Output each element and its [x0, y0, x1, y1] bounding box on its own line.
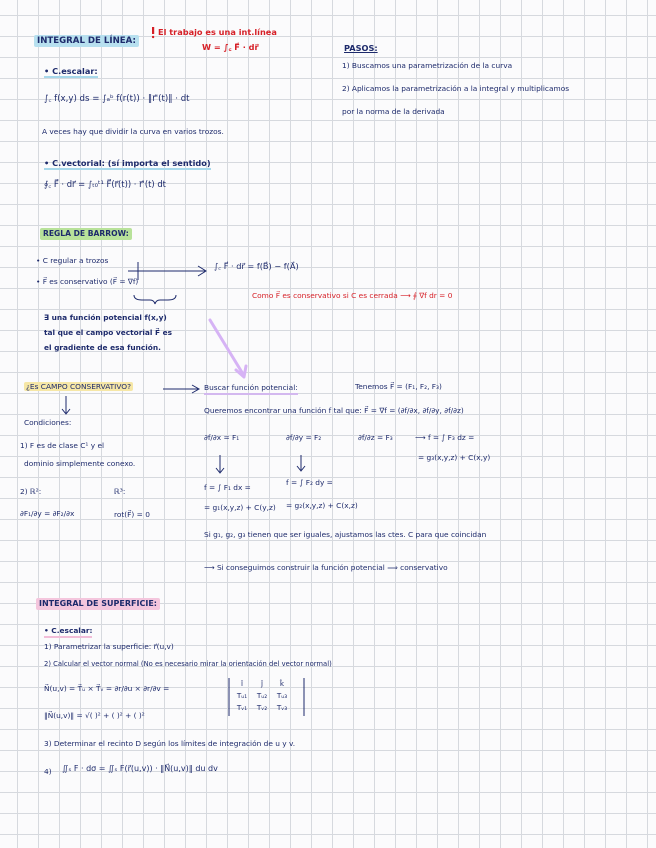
surface-step-1: 1) Parametrizar la superficie: r⃗(u,v) — [44, 642, 174, 651]
matrix-i: î — [241, 679, 243, 688]
conservative-question — [24, 382, 133, 392]
partial-2: ∂f/∂y = F₂ — [286, 433, 322, 442]
matrix-tv2: Tᵥ₂ — [256, 703, 268, 712]
partial-1: ∂f/∂x = F₁ — [204, 433, 240, 442]
partial-3: ∂f/∂z = F₃ — [358, 433, 393, 442]
barrow-result: ∫꜀ F⃗ · dr⃗ = f(B⃗) − f(A⃗) — [214, 261, 299, 271]
search-potential: Buscar función potencial: — [204, 383, 298, 395]
want-function: Queremos encontrar una función f tal que: F⃗ = ∇f = (∂f/∂x, ∂f/∂y, ∂f/∂z) — [204, 406, 464, 415]
have-field: Tenemos F⃗ = (F₁, F₂, F₃) — [355, 382, 442, 391]
conditions-title: Condiciones: — [24, 418, 72, 427]
step-2: 2) Aplicamos la parametrización a la integral y multiplicamos — [342, 84, 570, 93]
step-1: 1) Buscamos una parametrización de la curva — [342, 61, 513, 70]
matrix-tu3: Tᵤ₃ — [276, 691, 288, 700]
conservative-question-text: ¿Es CAMPO CONSERVATIVO? — [26, 382, 132, 391]
vector-heading: • C.vectorial: (sí importa el sentido) — [44, 158, 211, 168]
integral-3: ⟶ f = ∫ F₃ dz = — [415, 433, 475, 442]
scalar-formula: ∫꜀ f(x,y) ds = ∫ₐᵇ f(r(t)) · ‖r⃗'(t)‖ · dt — [44, 94, 190, 104]
matrix-tv3: Tᵥ₃ — [276, 703, 288, 712]
r3-label: ℝ³: — [114, 487, 126, 496]
r2-equation: ∂F₁/∂y = ∂F₂/∂x — [20, 509, 75, 518]
normal-vector-eq: N⃗(u,v) = T⃗ᵤ × T⃗ᵥ = ∂r/∂u × ∂r/∂v = — [44, 684, 170, 693]
closed-curve-note: Como F⃗ es conservativo si C es cerrada ⟶ ∮ ∇f dr = 0 — [252, 291, 453, 300]
step-2-continued: por la norma de la derivada — [342, 107, 445, 116]
potential-line-3: el gradiente de esa función. — [44, 343, 161, 352]
line-integral-title: INTEGRAL DE LÍNEA: — [34, 35, 139, 47]
scalar-heading: • C.escalar: — [44, 66, 98, 76]
normal-norm-eq: ‖N⃗(u,v)‖ = √( )² + ( )² + ( )² — [44, 711, 145, 720]
vector-formula: ∮꜀ F⃗ · dr⃗ = ∫ₜ₀ᵗ¹ F⃗(r⃗(t)) · r⃗'(t) dt — [44, 179, 166, 189]
surface-step-2: 2) Calcular el vector normal (No es necesario mirar la orientación del vector normal) — [44, 660, 332, 668]
steps-title: PASOS: — [344, 43, 378, 53]
surface-step-3: 3) Determinar el recinto D según los límites de integración de u y v. — [44, 739, 296, 748]
barrow-title: REGLA DE BARROW: — [40, 228, 132, 240]
barrow-condition-2: • F⃗ es conservativo (F⃗ = ∇f) — [36, 277, 139, 286]
integral-2: f = ∫ F₂ dy = — [286, 478, 333, 487]
barrow-condition-1: • C regular a trozos — [36, 256, 109, 265]
surface-title: INTEGRAL DE SUPERFICIE: — [36, 598, 160, 610]
matrix-tu1: Tᵤ₁ — [236, 691, 248, 700]
surface-scalar-heading: • C.escalar: — [44, 626, 92, 638]
constants-note: Si g₁, g₂, g₃ tienen que ser iguales, ajustamos las ctes. C para que coincidan — [204, 530, 487, 539]
g2-result: = g₂(x,y,z) + C(x,z) — [286, 501, 358, 510]
work-formula: W = ∫꜀ F⃗ · dr⃗ — [202, 42, 259, 52]
integral-1: f = ∫ F₁ dx = — [204, 483, 251, 492]
cross-product-matrix — [232, 678, 292, 714]
condition-1b: dominio simplemente conexo. — [24, 459, 136, 468]
condition-1a: 1) F es de clase C¹ y el — [20, 441, 105, 450]
r2-label: 2) ℝ²: — [20, 487, 42, 496]
conclusion: ⟶ Si conseguimos construir la función potencial ⟹ conservativo — [204, 563, 448, 572]
surface-step-4-label: 4) — [44, 767, 52, 776]
matrix-k: k̂ — [279, 679, 285, 688]
matrix-tv1: Tᵥ₁ — [236, 703, 248, 712]
scalar-note: A veces hay que dividir la curva en varios trozos. — [42, 127, 224, 136]
r3-equation: rot(F⃗) = 0 — [114, 510, 150, 519]
potential-line-1: ∃ una función potencial f(x,y) — [44, 313, 167, 322]
g3-result: = g₃(x,y,z) + C(x,y) — [418, 453, 491, 462]
matrix-j: ĵ — [261, 679, 263, 688]
potential-line-2: tal que el campo vectorial F⃗ es — [44, 328, 173, 337]
surface-integral-formula: ∬ₛ F · dσ = ∬ₛ F(r⃗(u,v)) · ‖N⃗(u,v)‖ du dv — [62, 764, 218, 773]
matrix-tu2: Tᵤ₂ — [256, 691, 268, 700]
g1-result: = g₁(x,y,z) + C(y,z) — [204, 503, 276, 512]
work-note: El trabajo es una int.línea — [158, 27, 277, 37]
